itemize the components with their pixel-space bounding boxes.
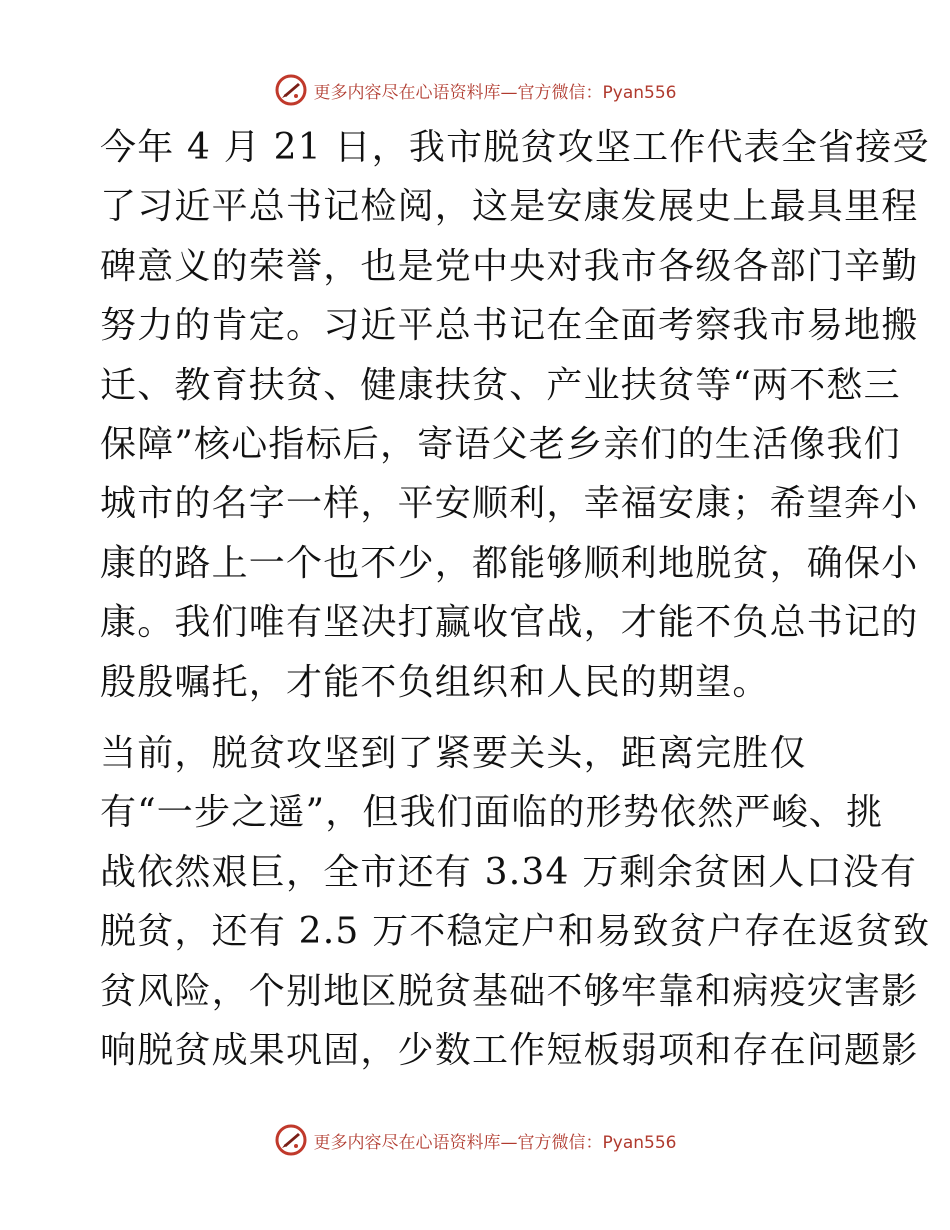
footer-watermark [0,1120,950,1160]
text-line: 今年 4 月 21 日，我市脱贫攻坚工作代表全省接受 [100,127,930,168]
text-line: 战依然艰巨，全市还有 3.34 万剩余贫困人口没有 [100,851,918,893]
text-line: 有“一步之遥”，但我们面临的形势依然严峻、挑 [100,792,884,834]
text-line: 努力的肯定。习近平总书记在全面考察我市易地搬 [100,305,919,347]
text-line: 康。我们唯有坚决打赢收官战，才能不负总书记的 [100,602,919,644]
text-line: 康的路上一个也不少，都能够顺利地脱贫，确保小 [100,542,919,584]
text-line: 殷殷嘱托，才能不负组织和人民的期望。 [100,661,770,703]
text-line: 碑意义的荣誉，也是党中央对我市各级各部门辛勤 [100,245,919,287]
watermark-text: 更多内容尽在心语资料库—官方微信：Pyan556 [313,82,677,103]
header-watermark [0,70,950,110]
text-line: 当前，脱贫攻坚到了紧要关头，距离完胜仅 [100,733,807,775]
watermark-logo-icon [274,73,308,107]
text-line: 响脱贫成果巩固，少数工作短板弱项和存在问题影 [100,1030,919,1072]
text-line: 城市的名字一样，平安顺利，幸福安康；希望奔小 [100,483,919,525]
text-line: 贫风险，个别地区脱贫基础不够牢靠和病疫灾害影 [100,970,919,1012]
paragraph-1 [100,118,930,712]
text-line: 保障”核心指标后，寄语父老乡亲们的生活像我们 [100,424,901,466]
watermark-logo-icon [274,1123,308,1157]
document-body [100,118,931,1081]
text-line: 迁、教育扶贫、健康扶贫、产业扶贫等“两不愁三 [100,364,901,406]
text-line: 脱贫，还有 2.5 万不稳定户和易致贫户存在返贫致 [100,911,931,953]
text-line: 了习近平总书记检阅，这是安康发展史上最具里程 [100,186,919,228]
watermark-text: 更多内容尽在心语资料库—官方微信：Pyan556 [313,1132,677,1153]
paragraph-2 [100,724,931,1080]
